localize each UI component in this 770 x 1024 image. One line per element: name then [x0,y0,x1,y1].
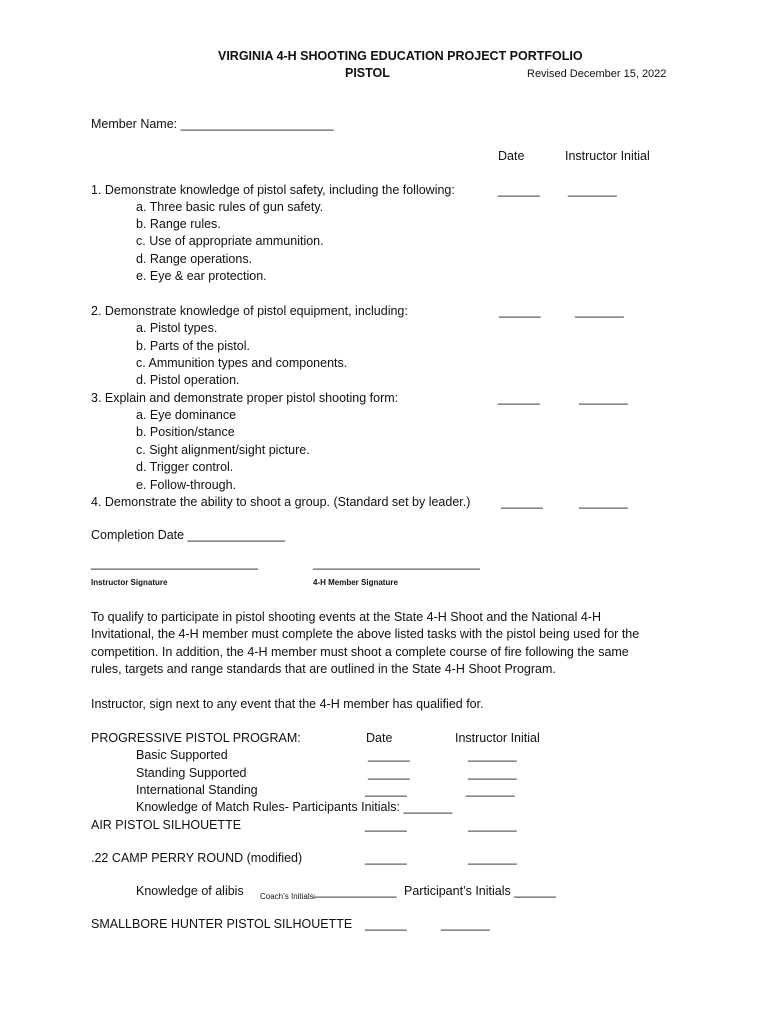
progressive-item-standing-supported: Standing Supported [136,766,247,780]
task-2-item: a. Pistol types. [136,321,218,335]
task-2: 2. Demonstrate knowledge of pistol equipment, including: [91,304,408,318]
progressive-item-international-standing: International Standing [136,783,258,797]
date-column-header: Date [498,149,525,163]
task-1-item: c. Use of appropriate ammunition. [136,234,324,248]
task-2-item: d. Pistol operation. [136,373,240,387]
task-2-date-blank[interactable]: ______ [499,304,541,318]
international-standing-date-blank[interactable]: ______ [365,783,407,797]
task-4-initial-blank[interactable]: _______ [579,495,628,509]
completion-date-field[interactable]: Completion Date ______________ [91,528,285,542]
member-signature-line[interactable]: ________________________ [313,556,480,570]
qualification-paragraph-line: rules, targets and range standards that are outlined in the State 4-H Shoot Program. [91,662,556,676]
member-name-field[interactable]: Member Name: ______________________ [91,117,334,131]
task-3-date-blank[interactable]: ______ [498,391,540,405]
task-1-date-blank[interactable]: ______ [498,183,540,197]
revised-date: Revised December 15, 2022 [527,68,667,80]
task-1-item: b. Range rules. [136,217,221,231]
participant-initials-field[interactable]: Participant’s Initials ______ [404,884,556,898]
document-title: VIRGINIA 4-H SHOOTING EDUCATION PROJECT PORTFOLIO [218,49,583,63]
task-1-item: a. Three basic rules of gun safety. [136,200,324,214]
camp-perry-date-blank[interactable]: ______ [365,851,407,865]
task-4-date-blank[interactable]: ______ [501,495,543,509]
task-3-item: a. Eye dominance [136,408,237,422]
progressive-item-basic-supported: Basic Supported [136,748,228,762]
task-1-item: d. Range operations. [136,252,253,266]
air-pistol-date-blank[interactable]: ______ [365,818,407,832]
coach-initials-label: Coach’s Initials: [260,892,316,901]
task-3-item: c. Sight alignment/sight picture. [136,443,310,457]
qualification-paragraph-line: Invitational, the 4-H member must complete the above listed tasks with the pistol being used for the [91,627,640,641]
match-rules-initials[interactable]: Knowledge of Match Rules- Participants Initials: _______ [136,800,453,814]
basic-supported-date-blank[interactable]: ______ [368,748,410,762]
camp-perry-round: .22 CAMP PERRY ROUND (modified) [91,851,303,865]
task-3-item: b. Position/stance [136,425,235,439]
qualification-paragraph-line: competition. In addition, the 4-H member must shoot a complete course of fire following the same [91,645,629,659]
smallbore-date-blank[interactable]: ______ [365,917,407,931]
task-2-item: c. Ammunition types and components. [136,356,348,370]
standing-supported-initial-blank[interactable]: _______ [468,766,517,780]
task-1-item: e. Eye & ear protection. [136,269,267,283]
instructor-column-header: Instructor Initial [565,149,650,163]
task-1: 1. Demonstrate knowledge of pistol safety, including the following: [91,183,455,197]
document-subtitle: PISTOL [345,66,390,80]
coach-initials-blank[interactable]: ____________ [313,884,397,898]
international-standing-initial-blank[interactable]: _______ [466,783,515,797]
member-signature-label: 4-H Member Signature [313,578,398,587]
instructor-signature-label: Instructor Signature [91,578,168,587]
standing-supported-date-blank[interactable]: ______ [368,766,410,780]
progressive-date-header: Date [366,731,393,745]
task-3: 3. Explain and demonstrate proper pistol shooting form: [91,391,399,405]
task-2-item: b. Parts of the pistol. [136,339,250,353]
camp-perry-initial-blank[interactable]: _______ [468,851,517,865]
air-pistol-silhouette: AIR PISTOL SILHOUETTE [91,818,242,832]
task-4: 4. Demonstrate the ability to shoot a group. (Standard set by leader.) [91,495,471,509]
task-3-initial-blank[interactable]: _______ [579,391,628,405]
task-3-item: d. Trigger control. [136,460,234,474]
air-pistol-initial-blank[interactable]: _______ [468,818,517,832]
task-2-initial-blank[interactable]: _______ [575,304,624,318]
task-1-initial-blank[interactable]: _______ [568,183,617,197]
instructor-note: Instructor, sign next to any event that the 4-H member has qualified for. [91,697,484,711]
progressive-instructor-header: Instructor Initial [455,731,540,745]
task-3-item: e. Follow-through. [136,478,237,492]
knowledge-of-alibis: Knowledge of alibis [136,884,244,898]
instructor-signature-line[interactable]: ________________________ [91,556,258,570]
qualification-paragraph-line: To qualify to participate in pistol shooting events at the State 4-H Shoot and the National 4-H [91,610,602,624]
basic-supported-initial-blank[interactable]: _______ [468,748,517,762]
progressive-heading: PROGRESSIVE PISTOL PROGRAM: [91,731,301,745]
smallbore-hunter-pistol-silhouette: SMALLBORE HUNTER PISTOL SILHOUETTE [91,917,353,931]
smallbore-initial-blank[interactable]: _______ [441,917,490,931]
